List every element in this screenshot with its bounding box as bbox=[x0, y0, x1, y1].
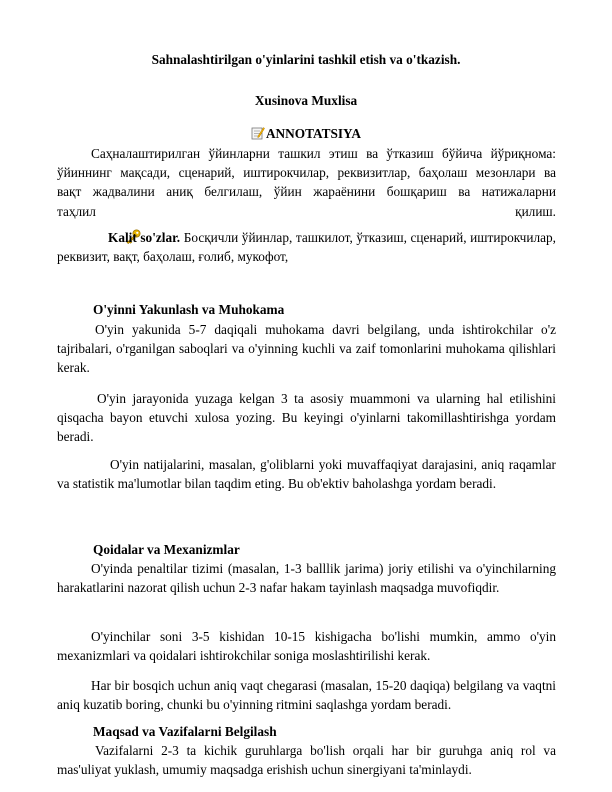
keywords-paragraph bbox=[57, 228, 556, 266]
annotation-heading bbox=[0, 126, 612, 142]
author-name: Xusinova Muxlisa bbox=[254, 93, 358, 108]
annotation-line: вақт жадвалини аниқ белгилаш, ўйин жараёнини бошқариш ва натижаларни bbox=[57, 184, 556, 200]
keywords-text: Босқичли ўйинлар, ташкилот, ўтказиш, сценарий, иштирокчилар, реквизит, вақт, баҳолаш, ғолиб, мукофот, bbox=[57, 230, 556, 265]
annotation-label: ANNOTATSIYA bbox=[265, 126, 362, 141]
paragraph: Vazifalarni 2-3 ta kichik guruhlarga bo'lish orqali har bir guruhga aniq rol va mas'uliyat yuklash, umumiy maqsadga erishish uchun sinergiyani ta'minlaydi. bbox=[57, 743, 556, 778]
memo-icon bbox=[251, 126, 265, 140]
section-heading: Qoidalar va Mexanizmlar bbox=[93, 542, 240, 557]
annotation-line: Саҳналаштирилган ўйинларни ташкил этиш ва ўтказиш бўйича йўриқнома: bbox=[91, 146, 556, 161]
section-heading: O'yinni Yakunlash va Muhokama bbox=[93, 302, 285, 317]
section-heading: Maqsad va Vazifalarni Belgilash bbox=[93, 724, 277, 739]
document-title: Sahnalashtirilgan o'yinlarini tashkil etish va o'tkazish. bbox=[151, 52, 461, 67]
paragraph: O'yin natijalarini, masalan, g'oliblarni yoki muvaffaqiyat darajasini, aniq raqamlar va statistik ma'lumotlar bilan taqdim eting. Bu ob'ektiv baholashga yordam beradi. bbox=[57, 457, 556, 492]
key-icon bbox=[91, 229, 108, 244]
paragraph: O'yinchilar soni 3-5 kishidan 10-15 kishigacha bo'lishi mumkin, ammo o'yin mexanizmlari va qoidalari ishtirokchilar soniga moslashtirilishi kerak. bbox=[57, 629, 556, 664]
annotation-text bbox=[57, 144, 556, 221]
paragraph: O'yin jarayonida yuzaga kelgan 3 ta asosiy muammoni va ularning hal etilishini qisqacha bayon etuvchi xulosa yozing. Bu keyingi o'yinlarni takomillashtirishga yordam beradi. bbox=[57, 391, 556, 445]
paragraph: O'yinda penaltilar tizimi (masalan, 1-3 balllik jarima) joriy etilishi va o'yinchilarning harakatlarini nazorat qilish uchun 2-3 nafar hakam tayinlash maqsadga muvofiqdir. bbox=[57, 561, 556, 596]
paragraph: O'yin yakunida 5-7 daqiqali muhokama davri belgilang, unda ishtirokchilar o'z tajribalari, o'rganilgan saboqlari va o'yinning kuchli va zaif tomonlarini muhokama qilishlari kerak. bbox=[57, 322, 556, 376]
annotation-line: қилиш. bbox=[515, 203, 556, 219]
annotation-line: ўйиннинг мақсади, сценарий, иштирокчилар, реквизитлар, баҳолаш мезонлари ва bbox=[57, 165, 556, 181]
keywords-label: Kalit so'zlar. bbox=[108, 230, 181, 245]
paragraph: Har bir bosqich uchun aniq vaqt chegarasi (masalan, 15-20 daqiqa) belgilang va vaqtni aniq kuzatib boring, chunki bu o'yinning ritmini saqlashga yordam beradi. bbox=[57, 678, 556, 713]
annotation-line: таҳлил bbox=[57, 203, 96, 219]
